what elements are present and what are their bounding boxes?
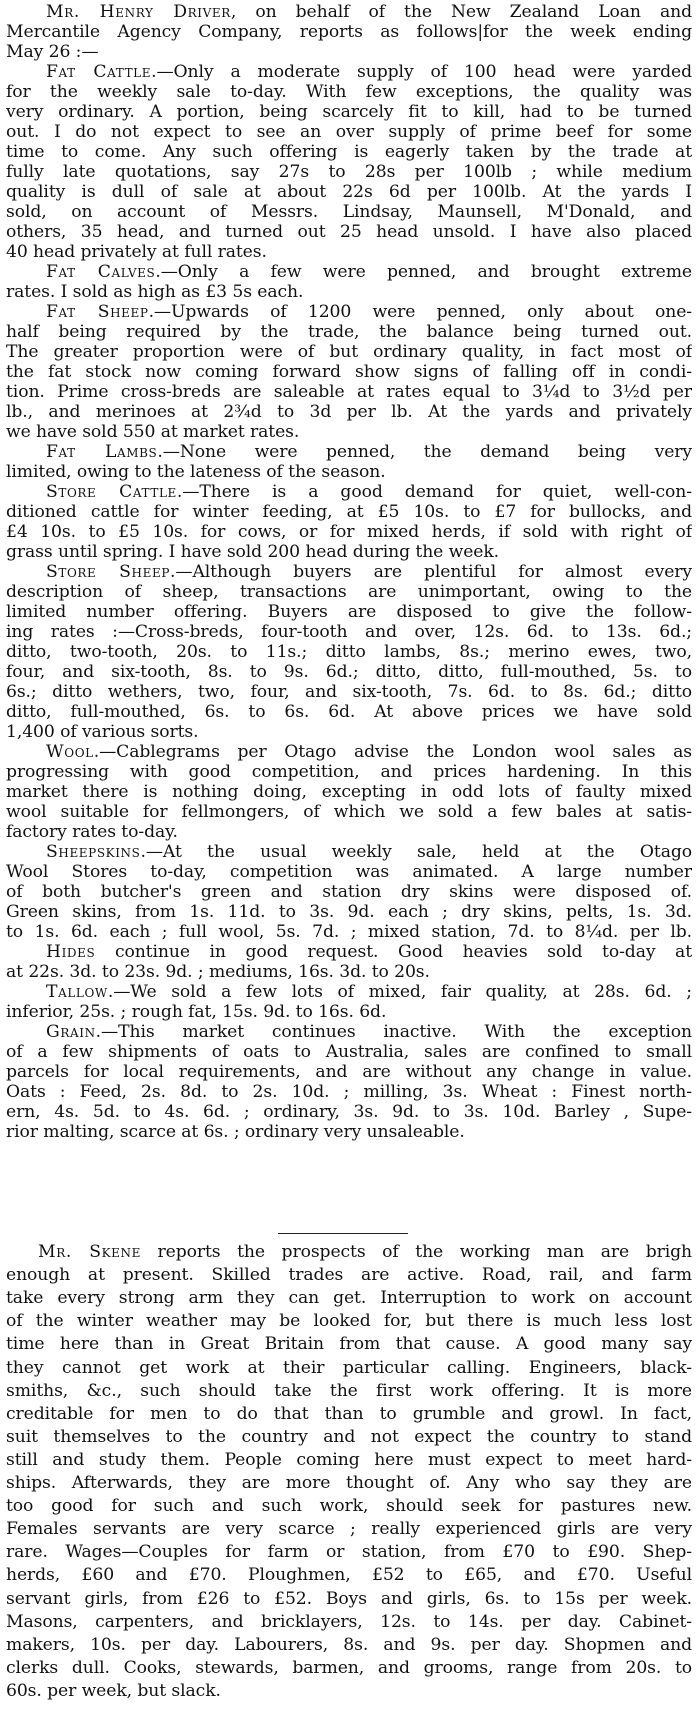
line-text: time here than in Great Britain from that cause. A good many say xyxy=(6,1334,692,1355)
line-text: .—This market continues inactive. With the exception xyxy=(95,1022,692,1042)
line-text: £4 10s. to £5 10s. for cows, or for mixed herds, if sold with right of xyxy=(6,522,692,542)
line-text: still and study them. People coming here must expect to meet hard- xyxy=(6,1449,692,1470)
line-text: .—At the usual weekly sale, held at the Otago xyxy=(140,842,692,862)
line-text: .—Although buyers are plentiful for almost every xyxy=(170,562,692,582)
line-text: ditto, full-mouthed, 6s. to 6s. 6d. At above prices we have sold xyxy=(6,702,692,722)
text-line xyxy=(6,162,692,182)
text-line xyxy=(46,942,692,962)
text-line xyxy=(38,1242,692,1262)
line-text: .—Upwards of 1200 were penned, only about one- xyxy=(148,302,692,322)
text-line xyxy=(6,1542,692,1562)
text-line xyxy=(6,882,692,902)
line-text: creditable for men to do that than to grumble and growl. In fact, xyxy=(6,1403,692,1424)
line-text: .—Cablegrams per Otago advise the London wool sales as xyxy=(93,742,692,762)
line-text: tion. Prime cross-breds are saleable at rates equal to 3¼d to 3½d per xyxy=(6,382,692,402)
text-line xyxy=(6,582,692,602)
text-line xyxy=(46,482,692,502)
line-text: we have sold 550 at market rates. xyxy=(6,422,300,442)
text-line xyxy=(46,62,692,82)
line-text: .—Only a few were penned, and brought extreme xyxy=(155,262,692,282)
paragraph-heading: Fat Cattle xyxy=(46,62,152,82)
text-line xyxy=(6,702,692,722)
line-text: rates. I sold as high as £3 5s each. xyxy=(6,282,304,302)
text-line xyxy=(6,342,692,362)
line-text: fully late quotations, say 27s to 28s per 100lb ; while medium xyxy=(6,162,692,182)
line-text: the fat stock now coming forward show signs of falling off in condi- xyxy=(6,362,692,382)
line-text: wool suitable for fellmongers, of which we sold a few bales at satis- xyxy=(6,802,692,822)
line-text: ships. Afterwards, they are more thought of. Any who say they are xyxy=(6,1473,692,1493)
line-text: description of sheep, transactions are unimportant, owing to the xyxy=(6,582,692,602)
text-line xyxy=(6,1658,692,1678)
text-line xyxy=(6,1288,692,1308)
text-line xyxy=(6,42,692,62)
text-line xyxy=(6,1265,692,1285)
text-line xyxy=(6,382,692,402)
text-line xyxy=(6,1589,692,1609)
line-text: market there is nothing doing, excepting in odd lots of faulty mixed xyxy=(6,782,692,802)
line-text: limited, owing to the lateness of the season. xyxy=(6,462,386,482)
line-text: for the weekly sale to-day. With few exceptions, the quality was xyxy=(6,82,692,102)
line-text: ditioned cattle for winter feeding, at £5 10s. to £7 for bullocks, and xyxy=(6,502,692,522)
paragraph-heading: Store Sheep xyxy=(46,562,171,582)
line-text: of a few shipments of oats to Australia, sales are confined to small xyxy=(6,1042,692,1062)
line-text: at 22s. 3d. to 23s. 9d. ; mediums, 16s. 3d. to 20s. xyxy=(6,962,430,982)
paragraph-heading: Wool xyxy=(46,742,94,762)
line-text: continue in good request. Good heavies sold to-day at xyxy=(95,942,692,962)
line-text: servant girls, from £26 to £52. Boys and girls, 6s. to 15s per week. xyxy=(6,1588,692,1609)
text-line xyxy=(46,262,692,282)
line-text: Oats : Feed, 2s. 8d. to 2s. 10d. ; milling, 3s. Wheat : Finest north- xyxy=(6,1082,692,1102)
text-line xyxy=(46,2,692,22)
line-text: Green skins, from 1s. 11d. to 3s. 9d. each ; dry skins, pelts, 1s. 3d. xyxy=(6,902,692,922)
line-text: lb., and merinoes at 2¾d to 3d per lb. At the yards and privately xyxy=(6,402,692,422)
line-text: herds, £60 and £70. Ploughmen, £52 to £65, and £70. Useful xyxy=(6,1565,692,1586)
text-line xyxy=(6,1042,692,1062)
line-text: , on behalf of the New Zealand Loan and xyxy=(230,2,692,22)
text-line xyxy=(6,542,692,562)
text-line xyxy=(6,902,692,922)
text-line xyxy=(6,82,692,102)
line-text: very ordinary. A portion, being scarcely fit to kill, had to be turned xyxy=(6,102,692,122)
text-line xyxy=(46,302,692,322)
paragraph-heading: Store Cattle xyxy=(46,482,177,502)
text-line xyxy=(6,1102,692,1122)
text-line xyxy=(6,662,692,682)
line-text: suit themselves to the country and not expect the country to stand xyxy=(6,1426,692,1447)
text-line xyxy=(6,1681,692,1701)
paragraph-heading: Fat Calves xyxy=(46,262,156,282)
text-line xyxy=(6,282,692,302)
line-text: of both butcher's green and station dry skins were disposed of. xyxy=(6,882,692,902)
line-text: ern, 4s. 5d. to 4s. 6d. ; ordinary, 3s. 9d. to 3s. 10d. Barley , Supe- xyxy=(6,1102,692,1122)
line-text: Mercantile Agency Company, reports as follows|for the week ending xyxy=(6,22,692,42)
text-line xyxy=(6,1122,692,1142)
text-line xyxy=(6,1565,692,1585)
line-text: .—We sold a few lots of mixed, fair quality, at 28s. 6d. ; xyxy=(107,982,692,1002)
line-text: .—None were penned, the demand being very xyxy=(157,442,692,462)
text-line xyxy=(6,922,692,942)
line-text: ditto, two-tooth, 20s. to 11s.; ditto lambs, 8s.; merino ewes, two, xyxy=(6,642,692,662)
text-line xyxy=(6,1381,692,1401)
text-line xyxy=(6,102,692,122)
paragraph-heading: Grain xyxy=(46,1022,96,1042)
line-text: to 1s. 6d. each ; full wool, 5s. 7d. ; mixed station, 7d. to 8¼d. per lb. xyxy=(6,922,692,942)
paragraph-heading: Tallow xyxy=(46,982,108,1002)
text-line xyxy=(46,1022,692,1042)
line-text: inferior, 25s. ; rough fat, 15s. 9d. to 16s. 6d. xyxy=(6,1002,387,1022)
text-line xyxy=(6,362,692,382)
paragraph-heading: Mr. Skene xyxy=(38,1242,141,1262)
text-line xyxy=(6,642,692,662)
line-text: progressing with good competition, and prices hardening. In this xyxy=(6,762,692,782)
paragraph-heading: Mr. Henry Driver xyxy=(46,2,231,22)
text-line xyxy=(6,802,692,822)
text-line xyxy=(6,1427,692,1447)
paragraph-heading: Sheepskins xyxy=(46,842,141,862)
line-text: Wool Stores to-day, competition was animated. A large number xyxy=(6,862,692,882)
text-line xyxy=(6,1062,692,1082)
text-line xyxy=(6,782,692,802)
text-line xyxy=(6,1473,692,1493)
line-text: 6s.; ditto wethers, two, four, and six-tooth, 7s. 6d. to 8s. 6d.; ditto xyxy=(6,682,692,702)
line-text: others, 35 head, and turned out 25 head unsold. I have also placed xyxy=(6,222,692,242)
text-line xyxy=(46,742,692,762)
line-text: limited number offering. Buyers are disposed to give the follow- xyxy=(6,602,692,622)
line-text: .—Only a moderate supply of 100 head were yarded xyxy=(151,62,692,82)
line-text: enough at present. Skilled trades are active. Road, rail, and farm xyxy=(6,1265,692,1286)
line-text: sold, on account of Messrs. Lindsay, Maunsell, M'Donald, and xyxy=(6,202,692,222)
text-line xyxy=(6,862,692,882)
line-text: of the winter weather may be looked for, but there is much less lost xyxy=(6,1311,692,1332)
line-text: clerks dull. Cooks, stewards, barmen, and grooms, range from 20s. to xyxy=(6,1657,692,1678)
text-line xyxy=(6,182,692,202)
line-text: out. I do not expect to see an over supply of prime beef for some xyxy=(6,122,692,142)
text-line xyxy=(6,1612,692,1632)
text-line xyxy=(6,602,692,622)
text-line xyxy=(6,682,692,702)
line-text: four, and six-tooth, 8s. to 9s. 6d.; ditto, ditto, full-mouthed, 5s. to xyxy=(6,662,692,682)
line-text: 60s. per week, but slack. xyxy=(6,1680,221,1701)
text-line xyxy=(6,522,692,542)
line-text: Masons, carpenters, and bricklayers, 12s. to 14s. per day. Cabinet- xyxy=(6,1611,692,1632)
text-line xyxy=(6,1635,692,1655)
line-text: take every strong arm they can get. Interruption to work on account xyxy=(6,1288,692,1309)
line-text: rior malting, scarce at 6s. ; ordinary very unsaleable. xyxy=(6,1122,465,1142)
text-line xyxy=(6,1358,692,1378)
paragraph-heading: Hides xyxy=(46,942,96,962)
text-line xyxy=(6,322,692,342)
text-line xyxy=(6,762,692,782)
text-line xyxy=(6,1519,692,1539)
text-line xyxy=(6,1450,692,1470)
text-line xyxy=(6,22,692,42)
text-line xyxy=(6,202,692,222)
line-text: grass until spring. I have sold 200 head during the week. xyxy=(6,542,500,562)
line-text: parcels for local requirements, and are without any change in value. xyxy=(6,1062,692,1082)
text-line xyxy=(46,982,692,1002)
text-line xyxy=(6,502,692,522)
text-line xyxy=(6,1334,692,1354)
text-line xyxy=(6,422,692,442)
text-line xyxy=(46,842,692,862)
line-text: .—There is a good demand for quiet, well-con- xyxy=(176,482,692,502)
text-line xyxy=(6,1002,692,1022)
text-line xyxy=(6,822,692,842)
line-text: they cannot get work at their particular calling. Engineers, black- xyxy=(6,1357,692,1378)
line-text: 1,400 of various sorts. xyxy=(6,722,199,742)
paragraph-heading: Fat Sheep xyxy=(46,302,149,322)
text-line xyxy=(6,142,692,162)
line-text: smiths, &c., such should take the first work offering. It is more xyxy=(6,1380,692,1401)
line-text: Females servants are very scarce ; really experienced girls are very xyxy=(6,1519,692,1540)
line-text: half being required by the trade, the balance being turned out. xyxy=(6,322,692,342)
text-line xyxy=(6,1082,692,1102)
text-line xyxy=(6,242,692,262)
line-text: 40 head privately at full rates. xyxy=(6,242,267,262)
text-line xyxy=(6,122,692,142)
line-text: factory rates to-day. xyxy=(6,822,178,842)
text-line xyxy=(6,622,692,642)
text-line xyxy=(6,1404,692,1424)
paragraph-heading: Fat Lambs xyxy=(46,442,158,462)
text-line xyxy=(46,442,692,462)
text-line xyxy=(6,1496,692,1516)
text-line xyxy=(6,222,692,242)
text-line xyxy=(6,462,692,482)
line-text: time to come. Any such offering is eagerly taken by the trade at xyxy=(6,142,692,162)
line-text: May 26 :— xyxy=(6,42,99,62)
text-line xyxy=(6,402,692,422)
text-line xyxy=(6,722,692,742)
line-text: reports the prospects of the working man are brigh xyxy=(140,1242,692,1262)
line-text: The greater proportion were of but ordinary quality, in fact most of xyxy=(6,342,692,362)
line-text: ing rates :—Cross-breds, four-tooth and over, 12s. 6d. to 13s. 6d.; xyxy=(6,622,692,642)
line-text: rare. Wages—Couples for farm or station, from £70 to £90. Shep- xyxy=(6,1542,692,1563)
line-text: too good for such and such work, should seek for pastures new. xyxy=(6,1496,692,1517)
text-line xyxy=(6,962,692,982)
section-divider-rule xyxy=(278,1233,408,1234)
line-text: quality is dull of sale at about 22s 6d per 100lb. At the yards I xyxy=(6,182,692,202)
text-line xyxy=(6,1311,692,1331)
text-line xyxy=(46,562,692,582)
line-text: makers, 10s. per day. Labourers, 8s. and 9s. per day. Shopmen and xyxy=(6,1634,692,1655)
